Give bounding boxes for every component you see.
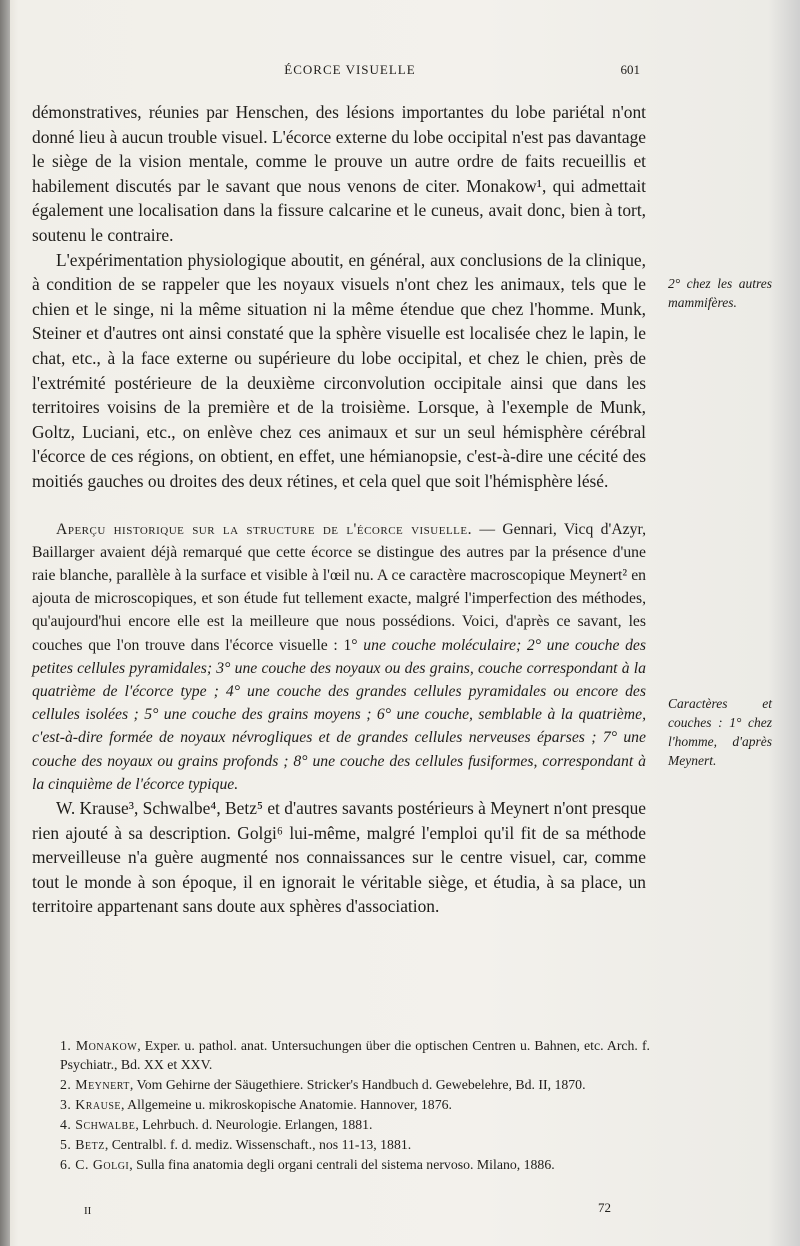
footnote-text: , Exper. u. pathol. anat. Untersuchungen über die optischen Centren u. Bahnen, etc. Arch. f. Psychiatr., Bd. XX et XXV. [60,1038,650,1072]
section-paragraph-2: W. Krause³, Schwalbe⁴, Betz⁵ et d'autres savants postérieurs à Meynert n'ont presque rien ajouté à sa description. Golgi⁶ lui-même, malgré l'emploi qu'il fit de sa méthode merveilleuse n'a guère augmenté nos connaissances sur le centre visuel, car, comme tout le monde à son époque, il en ignorait le véritable siège, et étudia, à sa place, un territoire appartenant sans doute aux sphères d'association. [32,797,646,917]
section-paragraph-1-text: — Gennari, Vicq d'Azyr, Baillarger avaient déjà remarqué que cette écorce se distingue des autres par la présence d'une raie blanche, parallèle à la surface et visible à l'œil nu. A ce caractère macroscopique Meynert² en ajouta de microscopiques, et son étude fut tellement exacte, malgré l'imperfection des méthodes, qu'aujourd'hui encore elle est la meilleure que nous possédions. Voici, d'après ce savant, les couches que l'on trouve dans l'écorce visuelle : 1° [32,520,646,654]
footnote-author: 2. Meynert [60,1077,130,1092]
footnote-text: , Sulla fina anatomia degli organi centrali del sistema nervoso. Milano, 1886. [129,1157,555,1172]
footnote-4 [60,1115,650,1134]
footnote-6 [60,1155,650,1174]
main-text [32,100,646,919]
running-header [60,62,640,82]
page-number: 601 [620,62,640,77]
paragraph-1: démonstratives, réunies par Henschen, des lésions importantes du lobe pariétal n'ont donné lieu à aucun trouble visuel. L'écorce externe du lobe occipital n'est pas davantage le siège de la vision mentale, comme le prouve un autre ordre de faits recueillis et habilement discutés par le savant que nous venons de citer. Monakow¹, qui admettait également une localisation dans la fissure calcarine et le cuneus, avait donc, bien à tort, soutenu le contraire. [32,102,646,245]
footnote-text: , Allgemeine u. mikroskopische Anatomie. Hannover, 1876. [121,1097,452,1112]
layer-list: une couche moléculaire; 2° une couche des petites cellules pyramidales; 3° une couche des noyaux ou des grains, couche correspondant à la quatrième de l'écorce type ; 4° une couche des grandes cellules pyramidales ou encore des cellules isolées ; 5° une couche des grains moyens ; 6° une couche, semblable à la quatrième, c'est-à-dire formée de noyaux névrogliques et de grandes cellules nerveuses éparses ; 7° une couche des noyaux ou grains profonds ; 8° une couche des cellules fusiformes, correspondant à la cinquième de l'écorce typique. [32,636,646,793]
running-title: ÉCORCE VISUELLE [284,62,416,77]
footnote-3 [60,1095,650,1114]
footnote-author: 1. Monakow [60,1038,138,1053]
footnote-text: , Vom Gehirne der Säugethiere. Stricker's Handbuch d. Gewebelehre, Bd. II, 1870. [129,1077,586,1092]
footnote-5 [60,1135,650,1154]
margin-note-layers: Caractères et couches : 1° chez l'homme, d'après Meynert. [668,696,772,768]
footnote-2 [60,1075,650,1094]
section-heading: Aperçu historique sur la structure de l'écorce visuelle. [56,520,473,538]
margin-note-mammals: 2° chez les autres mammifères. [668,276,772,310]
footnote-1 [60,1036,650,1074]
footnote-author: 4. Schwalbe [60,1117,136,1132]
paragraph-2: L'expérimentation physiologique aboutit, en général, aux conclusions de la clinique, à condition de se rappeler que les noyaux visuels n'ont chez les animaux, tels que le chien et le singe, ni la même situation ni la même étendue que chez l'homme. Munk, Steiner et d'autres ont ainsi constaté que la sphère visuelle est localisée chez le lapin, le chat, etc., à la face externe ou supérieure du lobe occipital, et chez le chien, près de l'extrémité postérieure de la deuxième circonvolution occipitale ainsi que dans les territoires voisins de la première et de la troisième. Lorsque, à l'exemple de Munk, Goltz, Luciani, etc., on enlève chez ces animaux et sur un seul hémisphère cérébral l'écorce de ces régions, on obtient, en effet, une hémianopsie, c'est-à-dire une cécité des moitiés gauches ou droites des deux rétines, et cela quel que soit l'hémisphère lésé. [32,249,646,491]
footnote-author: 3. Krause [60,1097,122,1112]
footnote-author: 6. C. Golgi [60,1157,130,1172]
signature-mark: II [84,1205,92,1217]
footnote-text: , Centralbl. f. d. mediz. Wissenschaft., nos 11-13, 1881. [104,1137,412,1152]
section-paragraph-1 [32,518,646,796]
book-spine-shadow [0,0,10,1246]
footnote-author: 5. Betz [60,1137,105,1152]
section-gap [32,494,646,518]
footnote-text: , Lehrbuch. d. Neurologie. Erlangen, 1881. [135,1117,373,1132]
signature-number: 72 [598,1200,611,1215]
footnotes [60,1036,650,1175]
